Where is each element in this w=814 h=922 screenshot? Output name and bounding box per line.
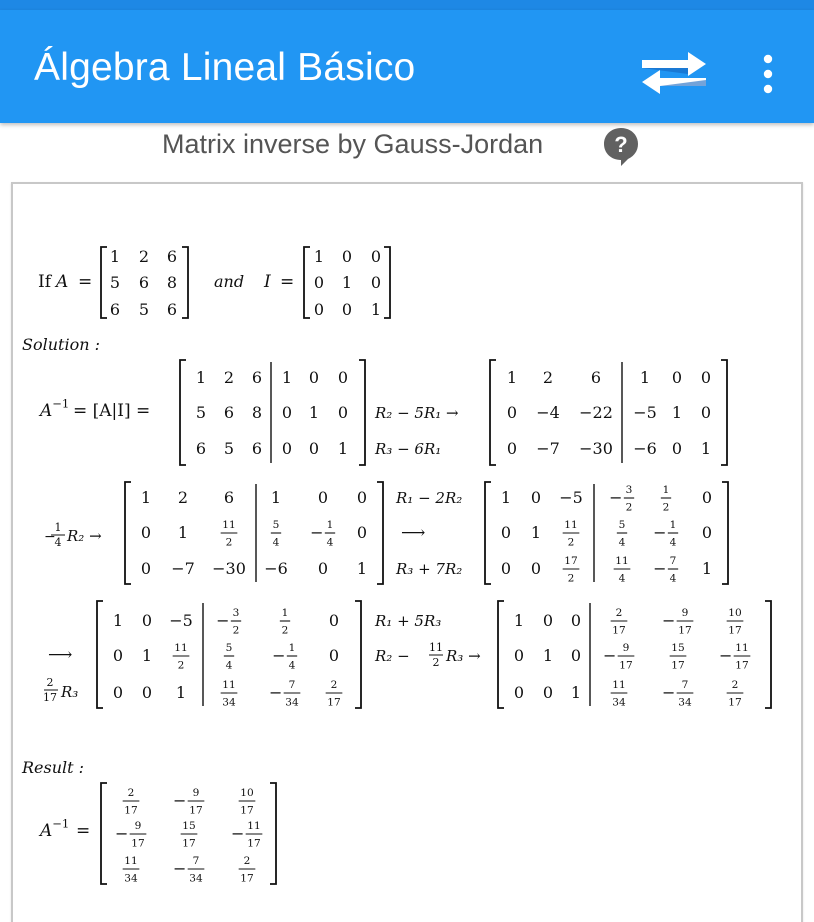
matrix-entry-numerator: 7	[288, 679, 296, 691]
matrix-entry-denominator: 2	[281, 624, 289, 637]
coefficient-denominator: 4	[54, 536, 62, 549]
matrix-entry-numerator: 2	[615, 607, 623, 619]
and-label: and	[214, 272, 245, 291]
matrix-entry: 0	[313, 272, 325, 292]
matrix-entry-sign: −	[268, 682, 283, 702]
matrix-entry: 1	[671, 402, 683, 422]
matrix-entry-sign: −	[609, 487, 623, 507]
matrix-entry: 2	[223, 367, 235, 387]
matrix-entry: −22	[579, 402, 613, 422]
matrix-entry: 0	[513, 645, 525, 665]
matrix-entry: −5	[633, 402, 657, 422]
matrix-entry-sign: −	[661, 610, 676, 630]
matrix-entry: 6	[251, 367, 263, 387]
matrix-entry: 1	[313, 246, 325, 266]
matrix-entry-denominator: 17	[182, 837, 196, 850]
matrix-entry: 0	[281, 402, 293, 422]
matrix-entry: 1	[175, 682, 187, 702]
matrix-entry: 0	[700, 367, 712, 387]
matrix-entry-numerator: 10	[240, 787, 254, 799]
matrix-right-bracket	[721, 360, 727, 465]
row-operation: R₃ →	[446, 647, 481, 665]
matrix-entry: 5	[195, 402, 207, 422]
matrix-entry: −7	[536, 438, 560, 458]
matrix-entry-denominator: 17	[735, 659, 749, 672]
matrix-entry-denominator: 4	[669, 536, 677, 549]
matrix-entry: 1	[570, 682, 582, 702]
matrix-entry: 1	[356, 558, 368, 578]
matrix-entry-numerator: 3	[625, 484, 633, 496]
matrix-entry-sign: −	[602, 645, 617, 665]
matrix-entry-numerator: 17	[564, 555, 578, 567]
matrix-entry-sign: −	[230, 823, 245, 843]
matrix-entry-denominator: 2	[225, 536, 233, 549]
matrix-entry-numerator: 11	[222, 519, 236, 531]
equals-sign: =	[78, 272, 93, 292]
equals-sign: =	[76, 821, 91, 841]
matrix-entry-denominator: 17	[728, 624, 742, 637]
matrix-entry: 0	[671, 438, 683, 458]
matrix-entry-denominator: 4	[669, 572, 677, 585]
matrix-entry-sign: −	[114, 823, 129, 843]
matrix-right-bracket	[384, 247, 390, 318]
matrix-right-bracket	[270, 783, 276, 884]
matrix-entry: 0	[671, 367, 683, 387]
matrix-left-bracket	[498, 601, 504, 708]
matrix-right-bracket	[182, 247, 188, 318]
matrix-entry: 0	[356, 522, 368, 542]
solution-label: Solution :	[22, 335, 100, 354]
matrix-left-bracket	[97, 601, 103, 708]
matrix-entry: 0	[570, 645, 582, 665]
matrix-entry: 0	[370, 246, 382, 266]
coefficient-denominator: 2	[432, 656, 440, 669]
matrix-entry-sign: −	[718, 645, 733, 665]
matrix-entry-denominator: 4	[288, 659, 296, 672]
matrix-entry: 0	[337, 367, 349, 387]
page-subtitle: Matrix inverse by Gauss-Jordan	[162, 129, 544, 159]
matrix-name: I	[264, 272, 271, 292]
matrix-entry-numerator: 11	[222, 679, 236, 691]
matrix-entry-numerator: 5	[272, 519, 280, 531]
row-operation: R₃ − 6R₁	[375, 440, 442, 458]
matrix-entry: 0	[530, 558, 542, 578]
matrix-entry: 0	[112, 682, 124, 702]
matrix-entry-sign: −	[653, 522, 667, 542]
matrix-left-bracket	[101, 783, 107, 884]
matrix-entry-denominator: 4	[272, 536, 280, 549]
matrix-entry-numerator: 7	[669, 555, 677, 567]
matrix-left-bracket	[180, 360, 186, 465]
matrix-entry-numerator: 5	[225, 642, 233, 654]
exponent: −1	[52, 396, 70, 411]
matrix-entry-numerator: 7	[192, 855, 200, 867]
matrix-entry: 0	[370, 272, 382, 292]
matrix-entry: 1	[341, 272, 353, 292]
coefficient-numerator: 1	[54, 521, 62, 534]
matrix-entry: 1	[337, 438, 349, 458]
matrix-entry: −30	[212, 558, 246, 578]
matrix-entry-numerator: 2	[731, 679, 739, 691]
matrix-entry-numerator: 9	[134, 820, 142, 832]
matrix-entry-denominator: 17	[247, 837, 261, 850]
matrix-entry-denominator: 17	[612, 624, 626, 637]
matrix-entry: −4	[536, 402, 560, 422]
coefficient-numerator: 2	[46, 676, 54, 689]
matrix-entry: 0	[341, 246, 353, 266]
matrix-entry: 8	[251, 402, 263, 422]
matrix-entry: 2	[542, 367, 554, 387]
matrix-entry: 0	[542, 682, 554, 702]
matrix-entry: 0	[341, 299, 353, 319]
matrix-entry: 1	[506, 367, 518, 387]
row-operation: R₃ + 7R₂	[396, 560, 463, 578]
matrix-entry-numerator: 11	[612, 679, 626, 691]
row-operation: R₁ − 2R₂	[396, 489, 463, 507]
matrix-entry: 1	[308, 402, 320, 422]
matrix-entry-numerator: 10	[728, 607, 742, 619]
matrix-entry-numerator: 3	[232, 607, 240, 619]
matrix-entry: 0	[313, 299, 325, 319]
matrix-entry: −7	[171, 558, 195, 578]
row-operation: R₃	[61, 683, 79, 701]
matrix-entry-denominator: 17	[240, 804, 254, 817]
matrix-entry: 1	[500, 487, 512, 507]
matrix-entry-numerator: 5	[618, 519, 626, 531]
matrix-entry: 0	[112, 645, 124, 665]
matrix-entry-denominator: 17	[619, 659, 633, 672]
row-operation-arrow: ⟶	[401, 523, 426, 543]
matrix-entry-denominator: 34	[678, 696, 692, 709]
matrix-entry-denominator: 2	[662, 501, 670, 514]
matrix-entry-denominator: 34	[222, 696, 236, 709]
matrix-entry-denominator: 34	[124, 872, 138, 885]
matrix-entry-numerator: 1	[288, 642, 296, 654]
coefficient-denominator: 17	[43, 691, 57, 704]
matrix-entry: 6	[109, 299, 121, 319]
matrix-left-bracket	[101, 247, 107, 318]
matrix-entry: 5	[109, 272, 121, 292]
matrix-entry: −5	[559, 487, 583, 507]
matrix-entry-numerator: 15	[671, 642, 685, 654]
matrix-entry-denominator: 17	[671, 659, 685, 672]
matrix-entry: 0	[506, 402, 518, 422]
matrix-entry: −30	[579, 438, 613, 458]
matrix-entry: 5	[138, 299, 150, 319]
matrix-entry: 1	[639, 367, 651, 387]
matrix-entry-numerator: 11	[174, 642, 188, 654]
matrix-entry-sign: −	[310, 522, 324, 542]
matrix-entry-denominator: 17	[240, 872, 254, 885]
matrix-right-bracket	[765, 601, 771, 708]
matrix-entry: 0	[328, 610, 340, 630]
matrix-entry: 2	[177, 487, 189, 507]
matrix-entry: 1	[530, 522, 542, 542]
matrix-entry: 6	[223, 402, 235, 422]
matrix-entry: 1	[542, 645, 554, 665]
matrix-entry: 6	[166, 299, 178, 319]
matrix-entry: 0	[530, 487, 542, 507]
matrix-entry-denominator: 4	[225, 659, 233, 672]
matrix-left-bracket	[304, 247, 310, 318]
matrix-entry: 1	[140, 487, 152, 507]
augmented-equation: = [A|I] =	[73, 401, 151, 421]
row-operation: R₂ − 5R₁ →	[375, 404, 459, 422]
matrix-entry-denominator: 34	[189, 872, 203, 885]
matrix-entry: 1	[141, 645, 153, 665]
row-operation: R₂ −	[375, 647, 410, 665]
row-operation-arrow: ⟶	[48, 645, 73, 665]
matrix-right-bracket	[722, 482, 728, 584]
matrix-entry: 6	[195, 438, 207, 458]
matrix-entry: 0	[308, 438, 320, 458]
matrix-entry: 0	[141, 682, 153, 702]
matrix-name: A	[40, 401, 53, 421]
matrix-entry: 0	[570, 610, 582, 630]
matrix-entry-numerator: 9	[192, 787, 200, 799]
matrix-entry: 1	[281, 367, 293, 387]
matrix-entry-denominator: 17	[131, 837, 145, 850]
matrix-entry-sign: −	[272, 645, 286, 665]
matrix-entry-denominator: 34	[285, 696, 299, 709]
matrix-right-bracket	[355, 601, 361, 708]
matrix-entry-numerator: 2	[127, 787, 135, 799]
matrix-entry: 6	[138, 272, 150, 292]
matrix-entry-denominator: 17	[189, 804, 203, 817]
matrix-entry: 0	[542, 610, 554, 630]
matrix-entry: 0	[701, 487, 713, 507]
matrix-entry-numerator: 1	[662, 484, 670, 496]
matrix-entry-numerator: 11	[735, 642, 749, 654]
matrix-entry: 0	[700, 402, 712, 422]
matrix-entry: 6	[223, 487, 235, 507]
equals-sign: =	[280, 272, 295, 292]
matrix-entry: 2	[138, 246, 150, 266]
matrix-entry: 0	[281, 438, 293, 458]
matrix-entry-denominator: 34	[612, 696, 626, 709]
matrix-left-bracket	[125, 482, 131, 584]
matrix-entry: 0	[141, 610, 153, 630]
matrix-entry-numerator: 11	[615, 555, 629, 567]
matrix-entry: 1	[270, 487, 282, 507]
matrix-entry: 1	[109, 246, 121, 266]
matrix-entry: 0	[140, 522, 152, 542]
matrix-entry-numerator: 1	[326, 519, 334, 531]
matrix-entry: 0	[308, 367, 320, 387]
matrix-entry-denominator: 17	[728, 696, 742, 709]
exponent: −1	[52, 816, 70, 831]
row-operation: R₂ →	[67, 527, 102, 545]
matrix-entry: −5	[169, 610, 193, 630]
matrix-entry-numerator: 2	[243, 855, 251, 867]
matrix-left-bracket	[490, 360, 496, 465]
matrix-entry-numerator: 11	[247, 820, 261, 832]
matrix-entry: −6	[633, 438, 657, 458]
matrix-entry-sign: −	[172, 790, 187, 810]
matrix-entry-denominator: 17	[678, 624, 692, 637]
matrix-entry-denominator: 17	[327, 696, 341, 709]
matrix-entry-sign: −	[172, 858, 187, 878]
matrix-entry: 6	[590, 367, 602, 387]
result-label: Result :	[22, 758, 85, 777]
matrix-entry: 5	[223, 438, 235, 458]
matrix-entry-sign: −	[216, 610, 230, 630]
matrix-entry-denominator: 4	[326, 536, 334, 549]
matrix-entry-denominator: 2	[567, 572, 575, 585]
matrix-entry-numerator: 2	[330, 679, 338, 691]
matrix-entry-numerator: 15	[182, 820, 196, 832]
matrix-entry: 0	[337, 402, 349, 422]
matrix-right-bracket	[359, 360, 365, 465]
matrix-entry-denominator: 2	[232, 624, 240, 637]
matrix-entry: 0	[356, 487, 368, 507]
matrix-entry: −6	[264, 558, 288, 578]
matrix-entry-numerator: 7	[681, 679, 689, 691]
app-title: Álgebra Lineal Básico	[34, 46, 416, 89]
matrix-entry-denominator: 2	[177, 659, 185, 672]
matrix-entry: 1	[700, 438, 712, 458]
matrix-entry: 0	[513, 682, 525, 702]
matrix-entry-sign: −	[661, 682, 676, 702]
matrix-entry: 0	[317, 558, 329, 578]
coefficient-numerator: 11	[429, 641, 443, 654]
matrix-entry: 6	[166, 246, 178, 266]
matrix-entry: 0	[500, 558, 512, 578]
matrix-entry: 0	[506, 438, 518, 458]
matrix-entry: 0	[140, 558, 152, 578]
matrix-entry-denominator: 17	[124, 804, 138, 817]
matrix-name: A	[56, 272, 69, 292]
matrix-name: A	[40, 821, 53, 841]
matrix-entry: 1	[112, 610, 124, 630]
matrix-entry-denominator: 4	[618, 572, 626, 585]
if-label: If	[38, 272, 52, 292]
coefficient-sign: −	[44, 529, 56, 545]
matrix-entry: 0	[701, 522, 713, 542]
matrix-entry: 1	[701, 558, 713, 578]
matrix-entry-denominator: 4	[618, 536, 626, 549]
matrix-entry-denominator: 2	[625, 501, 633, 514]
matrix-entry: 1	[370, 299, 382, 319]
matrix-entry: 1	[195, 367, 207, 387]
matrix-entry: 1	[513, 610, 525, 630]
matrix-entry: 1	[177, 522, 189, 542]
matrix-entry-sign: −	[653, 558, 667, 578]
matrix-entry-numerator: 11	[124, 855, 138, 867]
matrix-entry-numerator: 1	[281, 607, 289, 619]
matrix-entry-denominator: 2	[567, 536, 575, 549]
matrix-entry-numerator: 9	[622, 642, 630, 654]
matrix-left-bracket	[485, 482, 491, 584]
matrix-right-bracket	[377, 482, 383, 584]
matrix-entry: 0	[328, 645, 340, 665]
matrix-entry: 0	[317, 487, 329, 507]
matrix-entry-numerator: 11	[564, 519, 578, 531]
svg-text:?: ?	[614, 132, 628, 157]
row-operation: R₁ + 5R₃	[375, 612, 442, 630]
matrix-entry: 6	[251, 438, 263, 458]
matrix-entry: 8	[166, 272, 178, 292]
matrix-entry-numerator: 9	[681, 607, 689, 619]
matrix-entry-numerator: 1	[669, 519, 677, 531]
matrix-entry: 0	[500, 522, 512, 542]
